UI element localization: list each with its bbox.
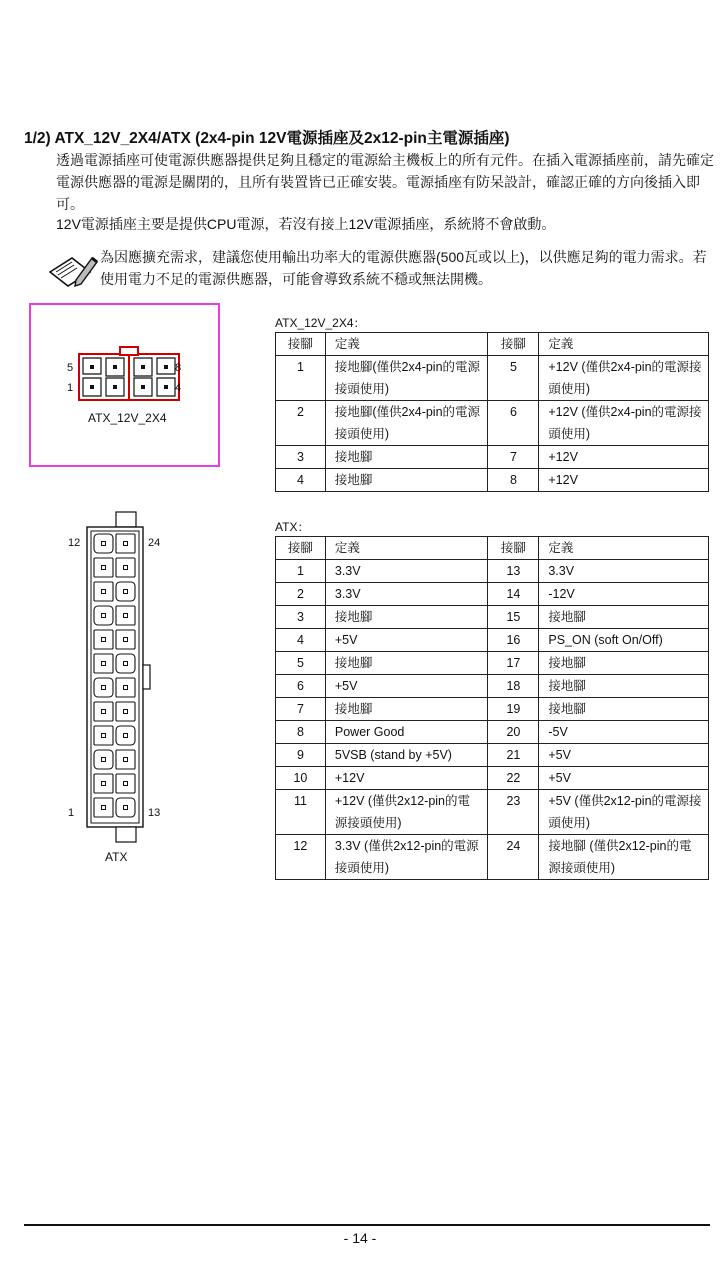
pin-number-cell: 11	[276, 790, 326, 835]
atx-pin-socket	[116, 702, 135, 721]
pin-number-cell: 6	[488, 401, 539, 446]
pin-number-cell: 5	[276, 652, 326, 675]
table-row	[276, 721, 709, 744]
pin-number-cell: 23	[488, 790, 539, 835]
atx-pin13-label: 13	[148, 807, 161, 819]
atx12v-table-caption: ATX_12V_2X4：	[275, 316, 366, 330]
header-definition: 定義	[325, 537, 488, 560]
atx-pin-socket	[94, 774, 113, 793]
pin-definition-cell: 接地腳	[539, 675, 709, 698]
pin-number-cell: 1	[276, 560, 326, 583]
atx-pin-socket	[94, 582, 113, 601]
pin-number-cell: 8	[488, 469, 539, 492]
pin-definition-cell: 3.3V (僅供2x12-pin的電源接頭使用)	[325, 835, 488, 880]
pin-definition-cell: +5V	[539, 767, 709, 790]
page-number: - 14 -	[343, 1230, 377, 1246]
atx-pin-socket	[116, 798, 135, 817]
atx12v-pin8-label: 8	[175, 362, 182, 374]
pin-definition-cell: +12V	[539, 446, 709, 469]
atx-pin24-label: 24	[148, 537, 161, 549]
header-definition: 定義	[539, 333, 709, 356]
pin-number-cell: 18	[488, 675, 539, 698]
header-definition: 定義	[325, 333, 488, 356]
pin-definition-cell: +5V	[539, 744, 709, 767]
atx-pin-socket	[94, 678, 113, 697]
pin-definition-cell: -12V	[539, 583, 709, 606]
atx-pin-socket	[94, 558, 113, 577]
atx-pin-socket	[116, 558, 135, 577]
pin-number-cell: 6	[276, 675, 326, 698]
atx-pin1-label: 1	[68, 807, 75, 819]
pin-number-cell: 24	[488, 835, 539, 880]
pin-number-cell: 8	[276, 721, 326, 744]
intro-line-cpu-power: 12V電源插座主要是提供CPU電源，若沒有接上12V電源插座，系統將不會啟動。	[56, 216, 556, 232]
pin-number-cell: 21	[488, 744, 539, 767]
table-row	[276, 675, 709, 698]
header-pin: 接腳	[276, 537, 326, 560]
atx-pin-socket	[116, 678, 135, 697]
pin-definition-cell: 接地腳(僅供2x4-pin的電源接頭使用)	[325, 356, 488, 401]
pin-definition-cell: +12V (僅供2x4-pin的電源接頭使用)	[539, 356, 709, 401]
atx12v-pin5-label: 5	[67, 362, 74, 374]
pin-definition-cell: 3.3V	[539, 560, 709, 583]
pin-number-cell: 2	[276, 401, 326, 446]
atx-pin-table	[275, 536, 709, 880]
pin-definition-cell: +12V (僅供2x12-pin的電源接頭使用)	[325, 790, 488, 835]
pin-definition-cell: PS_ON (soft On/Off)	[539, 629, 709, 652]
table-row	[276, 401, 709, 446]
pin-number-cell: 7	[488, 446, 539, 469]
table-header-row	[276, 537, 709, 560]
pin-number-cell: 9	[276, 744, 326, 767]
atx-pin-socket	[94, 798, 113, 817]
pin-number-cell: 1	[276, 356, 326, 401]
table-row	[276, 469, 709, 492]
atx-pin-socket	[94, 702, 113, 721]
note-pencil-icon	[46, 250, 98, 294]
atx-pin12-label: 12	[68, 537, 81, 549]
pin-definition-cell: +12V	[325, 767, 488, 790]
table-header-row	[276, 333, 709, 356]
atx-pin-socket	[94, 606, 113, 625]
table-row	[276, 652, 709, 675]
atx-pin-socket	[116, 750, 135, 769]
pin-number-cell: 7	[276, 698, 326, 721]
pin-definition-cell: 接地腳	[325, 652, 488, 675]
pin-definition-cell: 5VSB (stand by +5V)	[325, 744, 488, 767]
pin-definition-cell: 接地腳	[325, 606, 488, 629]
header-pin: 接腳	[488, 333, 539, 356]
power-supply-note: 為因應擴充需求，建議您使用輸出功率大的電源供應器(500瓦或以上)，以供應足夠的電力需求。若使用電力不足的電源供應器，可能會導致系統不穩或無法開機。	[100, 249, 707, 287]
pin-number-cell: 3	[276, 606, 326, 629]
table-row	[276, 744, 709, 767]
header-pin: 接腳	[276, 333, 326, 356]
atx12v-pin4-label: 4	[175, 382, 182, 394]
pin-definition-cell: Power Good	[325, 721, 488, 744]
pin-number-cell: 14	[488, 583, 539, 606]
pin-definition-cell: 接地腳 (僅供2x12-pin的電源接頭使用)	[539, 835, 709, 880]
footer-rule	[24, 1224, 710, 1226]
atx-connector-diagram	[84, 510, 154, 846]
pin-definition-cell: 接地腳	[539, 652, 709, 675]
pin-definition-cell: +5V (僅供2x12-pin的電源接頭使用)	[539, 790, 709, 835]
pin-number-cell: 4	[276, 629, 326, 652]
pin-number-cell: 17	[488, 652, 539, 675]
atx-pin-socket	[116, 630, 135, 649]
pin-number-cell: 10	[276, 767, 326, 790]
pin-definition-cell: +5V	[325, 629, 488, 652]
atx-pin-socket	[116, 606, 135, 625]
table-row	[276, 767, 709, 790]
atx-pin-socket	[116, 654, 135, 673]
table-row	[276, 583, 709, 606]
pin-number-cell: 19	[488, 698, 539, 721]
header-pin: 接腳	[488, 537, 539, 560]
atx-pin-socket	[94, 654, 113, 673]
pin-definition-cell: 接地腳	[325, 469, 488, 492]
pin-definition-cell: +12V	[539, 469, 709, 492]
pin-number-cell: 15	[488, 606, 539, 629]
atx-table-caption: ATX：	[275, 520, 310, 534]
pin-definition-cell: 接地腳	[539, 698, 709, 721]
pin-number-cell: 16	[488, 629, 539, 652]
pin-definition-cell: 接地腳	[325, 698, 488, 721]
atx-pin-socket	[116, 534, 135, 553]
pin-definition-cell: +5V	[325, 675, 488, 698]
atx-pin-socket	[94, 750, 113, 769]
pin-number-cell: 3	[276, 446, 326, 469]
pin-definition-cell: -5V	[539, 721, 709, 744]
table-row	[276, 629, 709, 652]
table-row	[276, 446, 709, 469]
pin-number-cell: 2	[276, 583, 326, 606]
pin-number-cell: 20	[488, 721, 539, 744]
intro-paragraph: 透過電源插座可使電源供應器提供足夠且穩定的電源給主機板上的所有元件。在插入電源插座前，請先確定電源供應器的電源是關閉的，且所有裝置皆已正確安裝。電源插座有防呆設計，確認正確的方向後插入即可。	[56, 152, 714, 212]
pin-number-cell: 4	[276, 469, 326, 492]
atx-pin-socket	[94, 726, 113, 745]
atx-pin-socket	[94, 630, 113, 649]
atx12v-pin-table	[275, 332, 709, 492]
atx12v-connector-diagram	[64, 344, 194, 404]
pin-number-cell: 13	[488, 560, 539, 583]
table-row	[276, 790, 709, 835]
table-row	[276, 835, 709, 880]
pin-number-cell: 12	[276, 835, 326, 880]
pin-definition-cell: 接地腳	[539, 606, 709, 629]
pin-definition-cell: 接地腳(僅供2x4-pin的電源接頭使用)	[325, 401, 488, 446]
atx-pin-socket	[116, 726, 135, 745]
pin-definition-cell: 接地腳	[325, 446, 488, 469]
header-definition: 定義	[539, 537, 709, 560]
table-row	[276, 606, 709, 629]
pin-definition-cell: +12V (僅供2x4-pin的電源接頭使用)	[539, 401, 709, 446]
table-row	[276, 356, 709, 401]
pin-definition-cell: 3.3V	[325, 583, 488, 606]
table-row	[276, 560, 709, 583]
atx-pin-socket	[116, 582, 135, 601]
atx-pin-socket	[116, 774, 135, 793]
atx-pin-socket	[94, 534, 113, 553]
atx12v-diagram-label: ATX_12V_2X4	[88, 411, 167, 425]
section-heading: 1/2) ATX_12V_2X4/ATX (2x4-pin 12V電源插座及2x12-pin主電源插座)	[24, 130, 510, 147]
pin-definition-cell: 3.3V	[325, 560, 488, 583]
pin-number-cell: 5	[488, 356, 539, 401]
table-row	[276, 698, 709, 721]
atx12v-pin1-label: 1	[67, 382, 74, 394]
pin-number-cell: 22	[488, 767, 539, 790]
atx-diagram-label: ATX	[105, 850, 128, 864]
